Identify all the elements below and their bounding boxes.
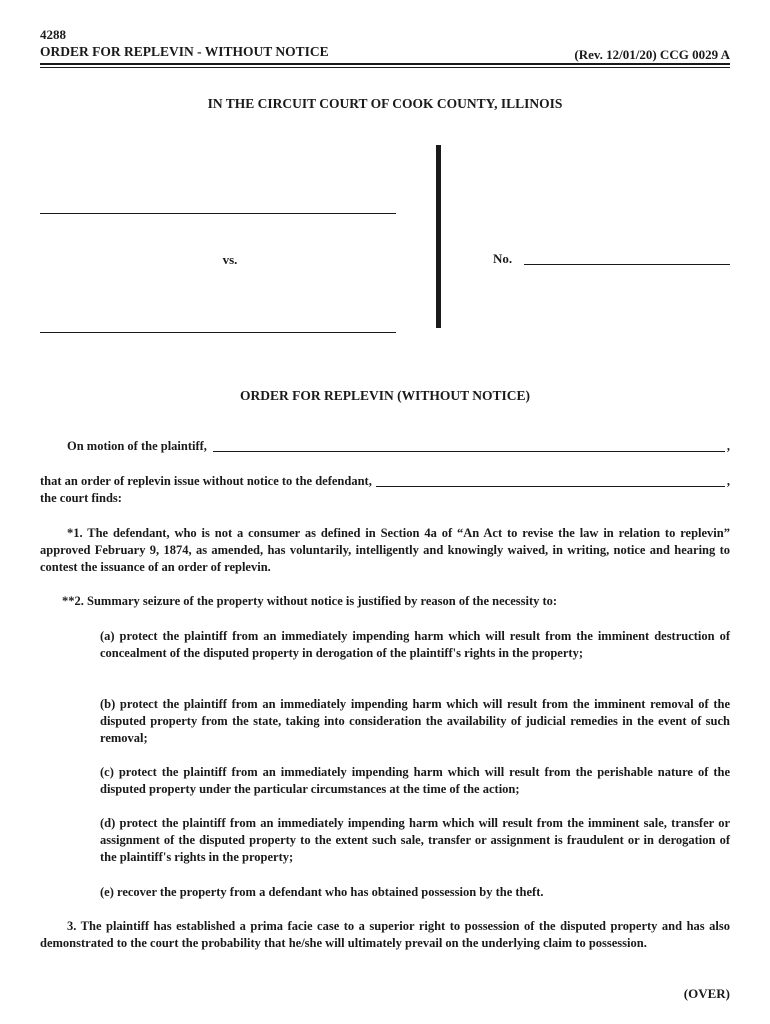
caption-divider [436,145,441,328]
defendant-comma: , [726,474,730,488]
finding-1: *1. The defendant, who is not a consumer as defined in Section 4a of “An Act to revise the law in relation to replevin” approved February 9, 1874, as amended, has voluntarily, intelligently and knowingly waived, in writing, notice and hearing to contest the issuance of an order of replevin. [40,526,730,574]
finding-2: **2. Summary seizure of the property without notice is justified by reason of the necessity to: [62,594,558,608]
form-title: ORDER FOR REPLEVIN - WITHOUT NOTICE [40,44,329,59]
finding-2d: (d) protect the plaintiff from an immediately impending harm which will result from the imminent sale, transfer or assignment of the disputed property to the extent such sale, transfer or assignment is fraudulent or in derogation of the plaintiff's rights in the property; [100,816,730,864]
form-revision: (Rev. 12/01/20) CCG 0029 A [574,47,730,62]
versus-label: vs. [222,252,238,267]
defendant-line [40,473,730,490]
form-number: 4288 [40,27,66,42]
header-rule-thin [40,67,730,68]
court-name: IN THE CIRCUIT COURT OF COOK COUNTY, ILLINOIS [207,96,563,111]
finding-2c: (c) protect the plaintiff from an immediately impending harm which will result from the perishable nature of the disputed property under the particular circumstances at the time of the action; [100,765,730,796]
finding-2b: (b) protect the plaintiff from an immediately impending harm which will result from the imminent removal of the disputed property from the state, taking into consideration the availability of judicial remedies in the event of such removal; [100,697,730,745]
motion-line [67,438,730,455]
defendant-blank[interactable] [376,486,725,487]
plaintiff-name-line[interactable] [40,213,396,214]
court-finds: the court finds: [40,491,122,505]
finding-3: 3. The plaintiff has established a prima facie case to a superior right to possession of the disputed property and has also demonstrated to the court the probability that he/she will ultimately prevail on the underlying claim to possession. [40,919,730,950]
finding-2e: (e) recover the property from a defendant who has obtained possession by the theft. [100,885,544,899]
finding-2a: (a) protect the plaintiff from an immediately impending harm which will result from the imminent destruction of concealment of the disputed property in derogation of the plaintiff's rights in the property; [100,629,730,660]
motion-prefix: On motion of the plaintiff, [67,439,207,453]
defendant-prefix: that an order of replevin issue without notice to the defendant, [40,474,372,488]
header-rule-thick [40,63,730,65]
case-number-line[interactable] [524,264,730,265]
order-heading: ORDER FOR REPLEVIN (WITHOUT NOTICE) [239,388,531,403]
plaintiff-motion-blank[interactable] [213,451,725,452]
case-number-label: No. [493,251,513,266]
defendant-name-line[interactable] [40,332,396,333]
over-label: (OVER) [683,986,730,1001]
motion-comma: , [726,439,730,453]
